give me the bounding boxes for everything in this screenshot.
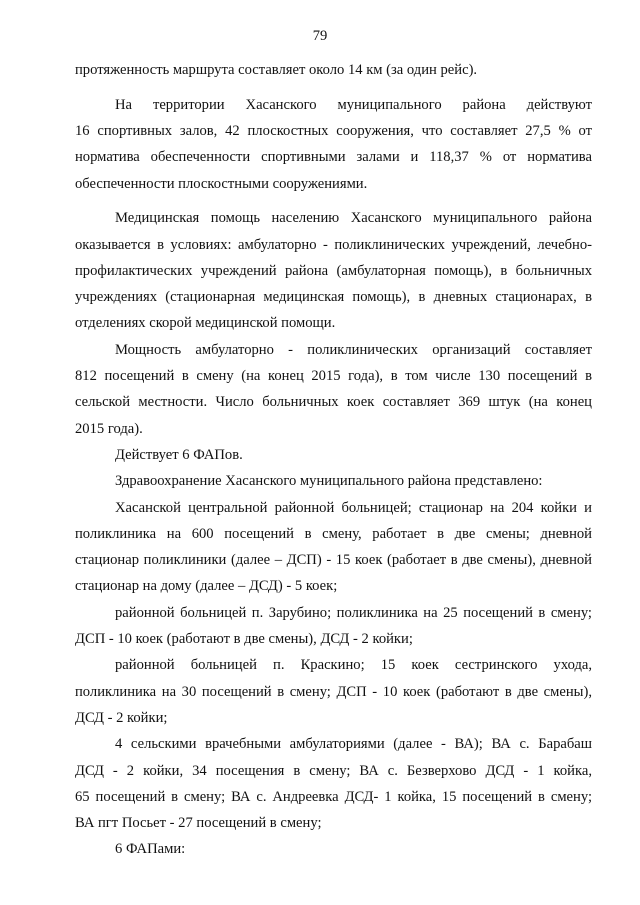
text-line: 65 посещений в смену; ВА с. Андреевка ДСД- 1 койка, 15 посещений в смену; — [75, 788, 592, 805]
paragraph-fap-count — [75, 442, 592, 468]
text-line: стационар на дому (далее – ДСД) - 5 коек; — [75, 578, 338, 595]
paragraph-medical-care — [75, 205, 592, 336]
text-line: обеспеченности плоскостными сооружениями. — [75, 175, 368, 192]
text-line: отделениях скорой медицинской помощи. — [75, 315, 336, 332]
text-line: ДСД - 2 койки; — [75, 709, 168, 726]
text-line: Мощность амбулаторно - поликлинических организаций составляет — [115, 341, 592, 358]
paragraph-outpatient-capacity — [75, 337, 592, 442]
text-line: Хасанской центральной районной больницей; стационар на 204 койки и — [115, 499, 592, 516]
text-line: 2015 года). — [75, 420, 143, 437]
text-line: Медицинская помощь населению Хасанского муниципального района — [115, 210, 592, 227]
text-line: протяженность маршрута составляет около 14 км (за один рейс). — [75, 62, 478, 78]
text-line: норматива обеспеченности спортивными залами и 118,37 % от норматива — [75, 149, 592, 166]
text-line: сельской местности. Число больничных коек составляет 369 штук (на конец — [75, 394, 592, 411]
paragraph-route-length — [75, 57, 592, 83]
paragraph-rural-ambulatories — [75, 731, 592, 836]
paragraph-central-hospital — [75, 495, 592, 600]
text-line: 16 спортивных залов, 42 плоскостных сооружения, что составляет 27,5 % от — [75, 122, 592, 139]
text-line: Здравоохранение Хасанского муниципального района представлено: — [115, 473, 543, 490]
paragraph-kraskino-hospital — [75, 652, 592, 731]
text-line: профилактических учреждений района (амбулаторная помощь), в больничных — [75, 262, 592, 279]
text-line: учреждениях (стационарная медицинская помощь), в дневных стационарах, в — [75, 289, 592, 306]
text-line: поликлиника на 600 посещений в смену, работает в две смены; дневной — [75, 525, 592, 542]
text-line: районной больницей п. Краскино; 15 коек сестринского ухода, — [115, 657, 592, 674]
paragraph-zarubino-hospital — [75, 600, 592, 653]
text-line: ВА пгт Посьет - 27 посещений в смену; — [75, 815, 322, 832]
page-number: 79 — [312, 28, 328, 44]
text-line: Действует 6 ФАПов. — [115, 446, 243, 463]
text-line: районной больницей п. Зарубино; поликлиника на 25 посещений в смену; — [115, 604, 592, 621]
text-line: ДСП - 10 коек (работают в две смены), ДСД - 2 койки; — [75, 631, 413, 648]
text-line: На территории Хасанского муниципального района действуют — [115, 96, 592, 113]
text-line: оказывается в условиях: амбулаторно - поликлинических учреждений, лечебно- — [75, 236, 592, 253]
text-line: 4 сельскими врачебными амбулаториями (далее - ВА); ВА с. Барабаш — [115, 736, 592, 753]
text-line: поликлиника на 30 посещений в смену; ДСП - 10 коек (работают в две смены), — [75, 683, 592, 700]
body-text — [75, 57, 592, 863]
paragraph-faps — [75, 836, 592, 862]
text-line: стационар поликлиники (далее – ДСП) - 15 коек (работает в две смены), дневной — [75, 552, 592, 569]
paragraph-sports-facilities — [75, 92, 592, 197]
text-line: 812 посещений в смену (на конец 2015 года), в том числе 130 посещений в — [75, 368, 592, 385]
text-line: ДСД - 2 койки, 34 посещения в смену; ВА с. Безверхово ДСД - 1 койка, — [75, 762, 592, 779]
paragraph-healthcare-intro — [75, 468, 592, 494]
text-line: 6 ФАПами: — [115, 841, 186, 858]
